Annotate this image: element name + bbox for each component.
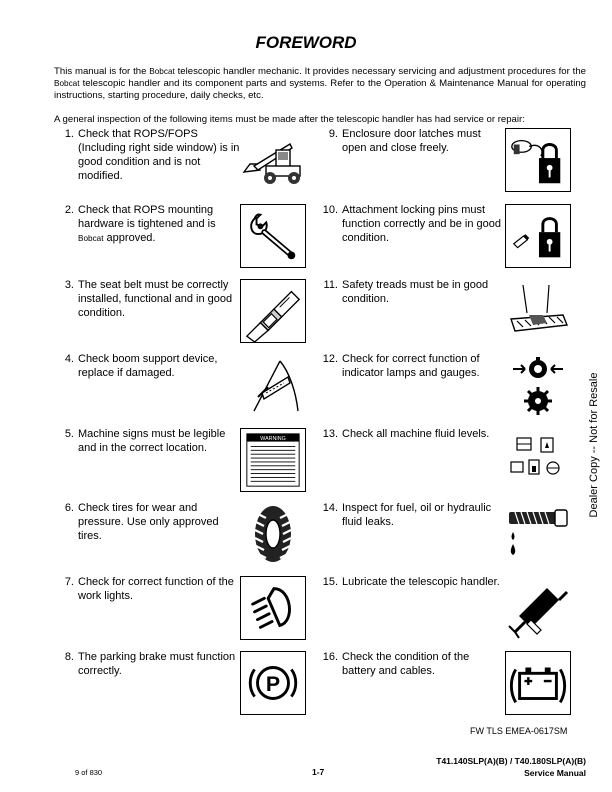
dealer-copy-watermark [586, 320, 602, 570]
item-number: 10. [322, 204, 338, 216]
item-text: Check boom support device, replace if damaged. [78, 353, 218, 379]
intro-text-2: telescopic handler mechanic. It provides necessary servicing and adjustment procedures for the [174, 66, 586, 77]
item-text: Inspect for fuel, oil or hydraulic fluid leaks. [342, 502, 492, 528]
work-light-icon [240, 576, 306, 640]
page-number: 1-7 [312, 767, 325, 777]
item-text: Check that ROPS/FOPS (Including right side window) is in good condition and is not modified. [78, 128, 240, 182]
item-text: Check for correct function of the work lights. [78, 576, 234, 602]
tire-icon [240, 502, 306, 566]
item-number: 5. [64, 428, 74, 440]
door-latch-lock-icon [505, 128, 571, 192]
item-text: Enclosure door latches must open and close freely. [342, 128, 481, 154]
locking-pin-icon [505, 204, 571, 268]
item-text-part: approved. [103, 232, 156, 244]
page-title: FOREWORD [255, 33, 357, 52]
fluid-leak-icon [505, 502, 571, 566]
indicator-lamps-icon [505, 353, 571, 417]
item-number: 16. [322, 651, 338, 663]
item-number: 11. [323, 279, 338, 291]
safety-tread-icon [505, 279, 571, 343]
item-number: 1. [64, 128, 74, 140]
item-number: 9. [328, 128, 338, 140]
document-code: FW TLS EMEA-0617SM [470, 726, 568, 736]
battery-icon [505, 651, 571, 715]
item-number: 15. [322, 576, 338, 588]
item-number: 3. [64, 279, 74, 291]
watermark-text: Dealer Copy -- Not for Resale [588, 372, 600, 518]
warning-label: WARNING [260, 436, 286, 443]
wrench-icon [240, 204, 306, 268]
item-text: Check the condition of the battery and cables. [342, 651, 470, 677]
item-text: The parking brake must function correctly. [78, 651, 236, 677]
item-number: 13. [322, 428, 338, 440]
item-text: Check tires for wear and pressure. Use only approved tires. [78, 502, 219, 542]
item-number: 2. [64, 204, 74, 216]
item-text: The seat belt must be correctly installed, functional and in good condition. [78, 279, 233, 319]
item-number: 8. [64, 651, 74, 663]
intro-paragraph [54, 66, 586, 102]
manual-type: Service Manual [524, 768, 586, 778]
item-text: Check all machine fluid levels. [342, 428, 490, 440]
footer-model [436, 755, 586, 779]
item-number: 6. [64, 502, 74, 514]
page-count: 9 of 830 [75, 768, 103, 777]
item-text: Safety treads must be in good condition. [342, 279, 489, 305]
brand-name: Bobcat [78, 234, 104, 243]
brand-name: Bobcat [149, 67, 175, 76]
boom-support-icon [240, 353, 306, 417]
item-number: 14. [322, 502, 338, 514]
seat-belt-icon [240, 279, 306, 343]
inspection-lead: A general inspection of the following items must be made after the telescopic handler has had service or repair: [54, 114, 525, 125]
item-text: Check for correct function of indicator lamps and gauges. [342, 353, 480, 379]
fluid-levels-icon [505, 428, 571, 492]
item-text: Lubricate the telescopic handler. [342, 576, 500, 588]
warning-sign-icon [240, 428, 306, 492]
svg-text:P: P [265, 671, 281, 696]
intro-text-1: This manual is for the [54, 66, 150, 77]
item-number: 7. [64, 576, 74, 588]
model-numbers: T41.140SLP(A)(B) / T40.180SLP(A)(B) [436, 756, 586, 766]
item-text [78, 203, 243, 246]
grease-gun-icon [505, 576, 571, 640]
telehandler-icon [240, 128, 306, 192]
item-text: Attachment locking pins must function correctly and be in good condition. [342, 204, 501, 244]
item-text-part: Check that ROPS mounting hardware is tightened and is [78, 204, 216, 230]
intro-text-3: telescopic handler and its component parts and systems. Refer to the Operation & Maintenance Manual for operating instructions, starting procedure, daily checks, etc. [54, 78, 586, 101]
brand-name: Bobcat [54, 79, 80, 88]
parking-brake-icon [240, 651, 306, 715]
item-number: 12. [322, 353, 338, 365]
item-text: Machine signs must be legible and in the correct location. [78, 428, 226, 454]
item-number: 4. [64, 353, 74, 365]
